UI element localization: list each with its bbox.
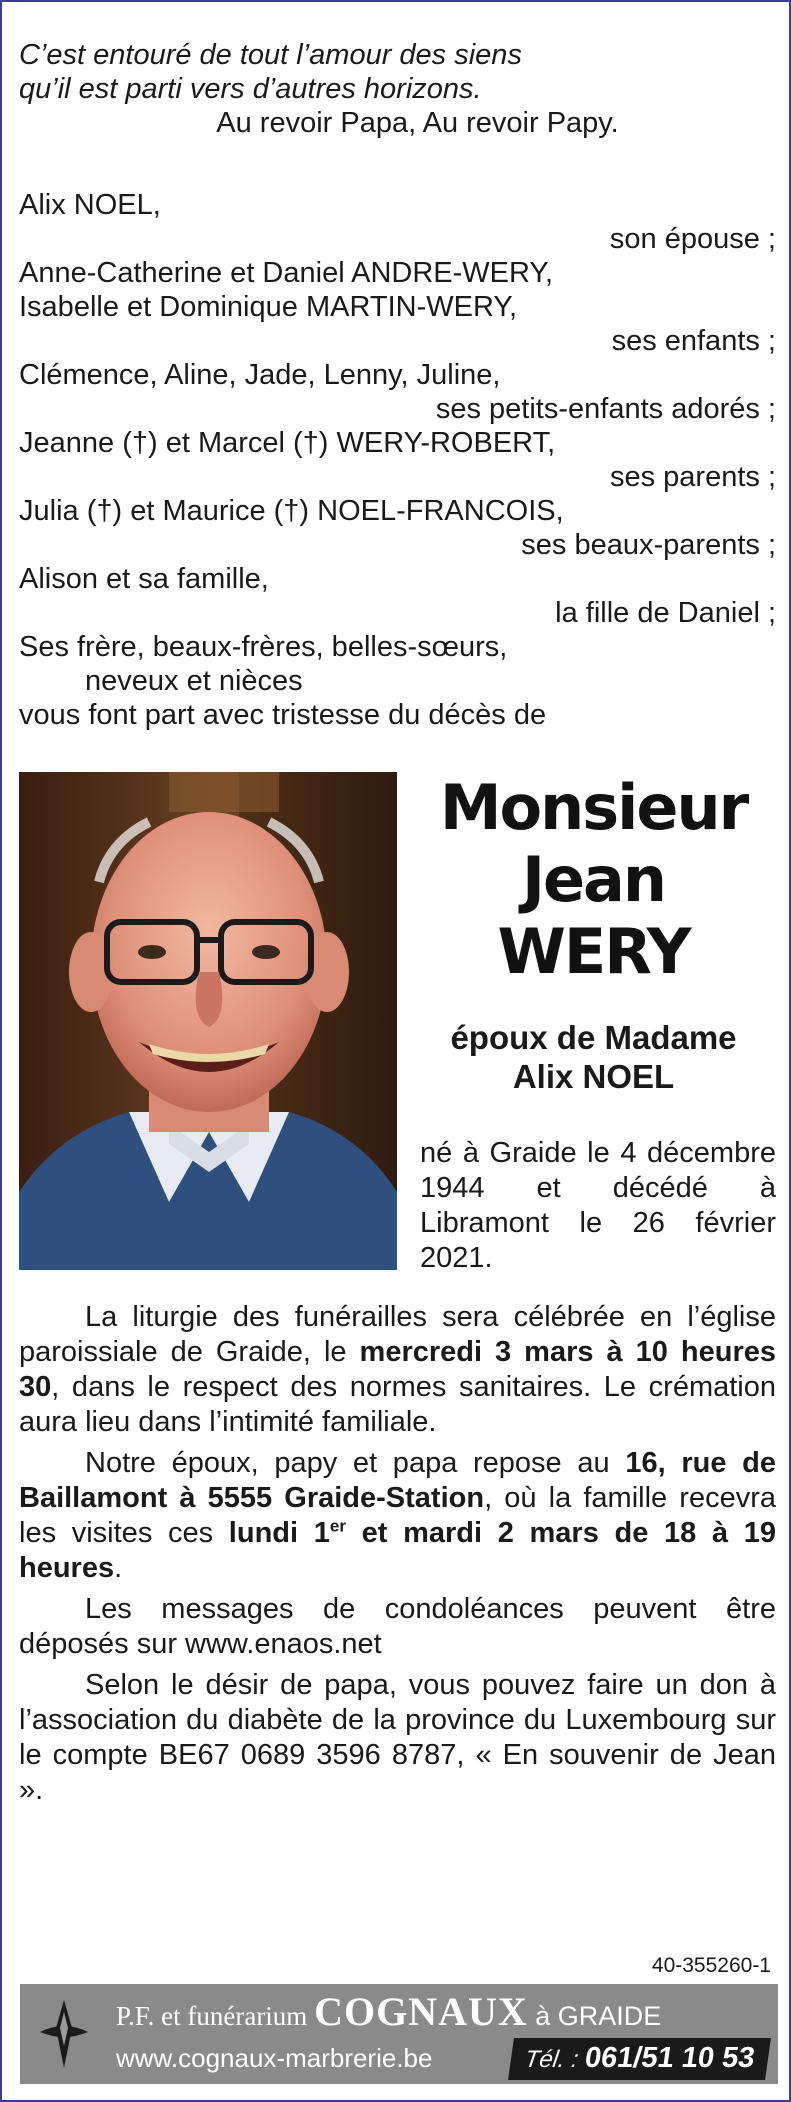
- visitation-day: lundi 1: [228, 1517, 330, 1549]
- family-names: Alison et sa famille,: [19, 563, 269, 595]
- portrait-section: [19, 772, 776, 1294]
- funeral-home-prefix: P.F. et funérarium: [116, 2001, 315, 2031]
- funeral-home-town: à GRAIDE: [527, 2001, 662, 2031]
- family-entry: [19, 256, 776, 358]
- family-names: Alix NOEL,: [19, 189, 161, 221]
- deceased-title-block: [411, 772, 776, 1096]
- funeral-home-website[interactable]: www.cognaux-marbrerie.be: [116, 2043, 433, 2073]
- funeral-text: La liturgie des funérailles sera célébrée en l’église paroissiale de Graide, le: [19, 1301, 776, 1368]
- visitation-paragraph: [19, 1446, 776, 1586]
- birth-death-details: né à Graide le 4 décembre 1944 et décédé à Libramont le 26 février 2021.: [420, 1137, 776, 1274]
- family-role: ses petits-enfants adorés ;: [435, 393, 776, 425]
- family-role: ses enfants ;: [611, 325, 776, 357]
- donation-paragraph: Selon le désir de papa, vous pouvez faire un don à l’association du diabète de la province du Luxembourg sur le compte BE67 0689 3596 8787, « En souvenir de Jean ».: [19, 1669, 776, 1806]
- family-entry: [19, 188, 776, 256]
- funeral-paragraph: [19, 1300, 776, 1440]
- ordinal-suffix: er: [329, 1516, 346, 1536]
- obituary-content: [19, 38, 776, 1808]
- phone-label: Tél. :: [522, 2046, 587, 2073]
- family-names: Anne-Catherine et Daniel ANDRE-WERY,: [19, 257, 554, 289]
- intro-line-3: Au revoir Papa, Au revoir Papy.: [216, 107, 619, 139]
- portrait-illustration: [19, 772, 397, 1270]
- spouse-line-1: époux de Madame: [450, 1019, 737, 1056]
- spouse-line-2: Alix NOEL: [512, 1058, 675, 1095]
- family-entry: [19, 358, 776, 426]
- family-role: ses parents ;: [609, 461, 776, 493]
- visitation-hours: et mardi 2 mars de 18 à 19 heures: [19, 1517, 776, 1584]
- reference-number: 40-355260-1: [651, 1954, 771, 1977]
- funeral-home-brand: COGNAUX: [314, 1989, 528, 2034]
- portrait-photo: [19, 772, 397, 1270]
- family-entry: [19, 562, 776, 630]
- family-names: Clémence, Aline, Jade, Lenny, Juline,: [19, 359, 501, 391]
- funeral-home-phone: [508, 2038, 771, 2080]
- deceased-last-name: WERY: [497, 915, 690, 988]
- family-role: son épouse ;: [609, 223, 776, 255]
- family-names: Isabelle et Dominique MARTIN-WERY,: [19, 291, 518, 323]
- visitation-text: Notre époux, papy et papa repose au: [85, 1447, 626, 1479]
- family-names: Jeanne (†) et Marcel (†) WERY-ROBERT,: [19, 427, 556, 459]
- visitation-address: 16, rue de Baillamont à 5555 Graide-Station: [19, 1447, 776, 1514]
- family-entry: [19, 494, 776, 562]
- intro-line-1: C’est entouré de tout l’amour des siens: [19, 39, 522, 71]
- funeral-text-end: , dans le respect des normes sanitaires. Le crémation aura lieu dans l’intimité familiale.: [19, 1371, 776, 1438]
- family-names: Julia (†) et Maurice (†) NOEL-FRANCOIS,: [19, 495, 564, 527]
- siblings-line-1: Ses frère, beaux-frères, belles-sœurs,: [19, 631, 508, 663]
- funeral-home-logo-icon: [34, 1998, 94, 2070]
- family-role: ses beaux-parents ;: [521, 529, 776, 561]
- intro-line-2: qu’il est parti vers d’autres horizons.: [19, 73, 482, 105]
- announcement: vous font part avec tristesse du décès de: [19, 699, 547, 731]
- phone-number: 061/51 10 53: [582, 2042, 757, 2074]
- visitation-end: .: [114, 1552, 123, 1584]
- family-role: la fille de Daniel ;: [555, 597, 776, 629]
- siblings-line-2: neveux et nièces: [85, 665, 303, 697]
- deceased-first-name: Jean: [521, 843, 666, 916]
- visitation-text-mid: , où la famille recevra les visites ces: [19, 1482, 776, 1549]
- funeral-date: mercredi 3 mars à 10 heures 30: [19, 1336, 776, 1403]
- funeral-home-banner: [20, 1984, 778, 2084]
- funeral-home-name: [116, 1989, 662, 2036]
- family-entry: [19, 426, 776, 494]
- condolences-paragraph: Les messages de condoléances peuvent être déposés sur www.enaos.net: [19, 1593, 776, 1660]
- deceased-title: Monsieur: [439, 771, 748, 844]
